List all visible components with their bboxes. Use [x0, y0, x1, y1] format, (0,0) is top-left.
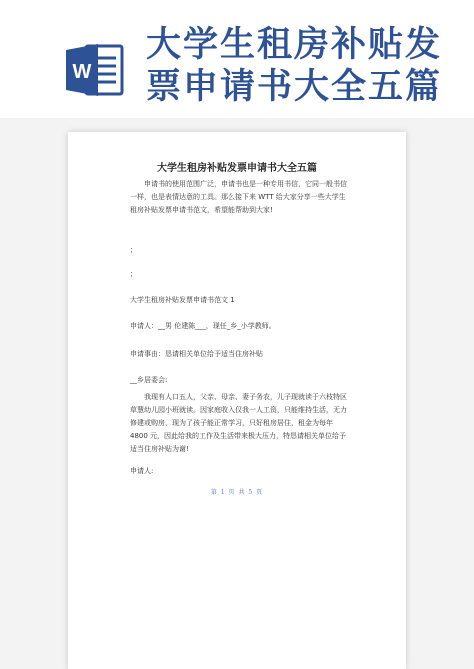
word-document-icon [64, 40, 128, 100]
page-number: 第 1 页 共 5 页 [210, 489, 264, 496]
addressee-line: __乡居委会: [130, 376, 168, 384]
document-page [68, 132, 406, 669]
intro-paragraph: 申请书的使用范围广泛，申请书也是一种专用书信，它同一般书信一样，也是表情达意的工具。那么接下来 WTT 给大家分享一些大学生租房补贴发票申请书范文，希望能帮助到大家! [130, 180, 347, 214]
separator-line-2: ； [130, 270, 137, 278]
banner-title: 大学生租房补贴发票申请书大全五篇 [146, 25, 443, 107]
signature-line: 申请人: [130, 467, 154, 475]
separator-line-1: ； [130, 246, 137, 254]
applicant-line: 申请人：__男 伦建陈___，现任_乡_小学教师。 [130, 322, 276, 330]
body-paragraph: 我现有人口五人，父亲、母亲、妻子务农，儿子现就读于六枝特区草慧幼儿园小班就读。因家庭收入仅我一人工资，只能维持生活，无力修建或购房，现为了孩子能正常学习，只好租房居住，租金为每年 4800 元，因此给我的工作及生活带来极大压力，特恳请相关单位给予适当住房补贴为谢! [130, 393, 347, 453]
reason-line: 申请事由：恳请相关单位给予适当住房补贴 [130, 350, 263, 358]
section-heading: 大学生租房补贴发票申请书范文 1 [130, 296, 235, 304]
word-icon-letter: W [72, 61, 92, 83]
document-title: 大学生租房补贴发票申请书大全五篇 [157, 163, 317, 174]
header-banner [0, 0, 474, 118]
